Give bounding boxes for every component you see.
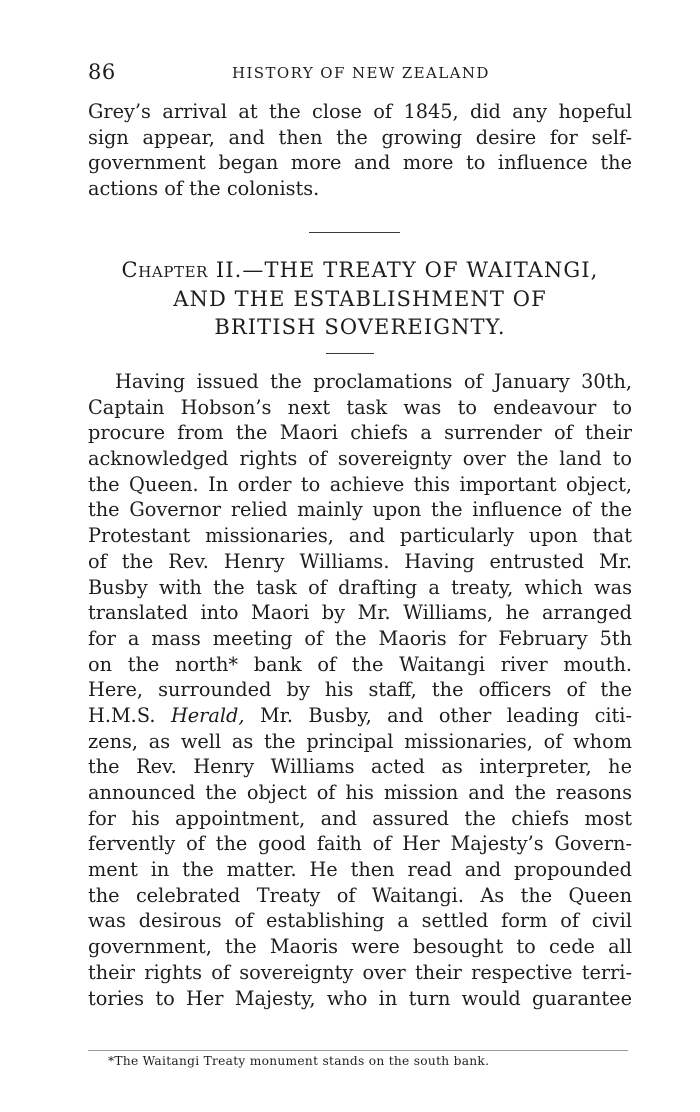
page-header	[88, 60, 632, 88]
chapter-heading	[88, 256, 632, 342]
text-line: fervently of the good faith of Her Majesty’s Govern-	[88, 832, 632, 856]
section-divider	[309, 232, 400, 233]
text-line: Grey’s arrival at the close of 1845, did any hopeful	[88, 100, 632, 123]
text-line: Having issued the proclamations of January 30th,	[115, 370, 632, 393]
running-head: HISTORY OF NEW ZEALAND	[232, 64, 490, 82]
text-fragment: H.M.S.	[88, 703, 171, 727]
intro-paragraph	[88, 99, 632, 202]
ship-name-italic: Herald,	[170, 703, 245, 727]
text-line: zens, as well as the principal missionaries, of whom	[88, 729, 632, 753]
text-line: Busby with the task of drafting a treaty, which was	[88, 575, 632, 599]
text-line: the Governor relied mainly upon the influence of the	[88, 498, 632, 522]
text-line: the celebrated Treaty of Waitangi. As the Queen	[88, 883, 632, 907]
text-line: for a mass meeting of the Maoris for February 5th	[88, 626, 632, 650]
text-line: the Rev. Henry Williams acted as interpreter, he	[88, 755, 632, 779]
text-line: sign appear, and then the growing desire for self-	[88, 125, 632, 149]
text-fragment: Mr. Busby, and other leading citi-	[244, 703, 632, 727]
text-line-with-ship-name	[88, 703, 632, 729]
text-line: acknowledged rights of sovereignty over the land to	[88, 447, 632, 471]
text-line: for his appointment, and assured the chiefs most	[88, 806, 632, 830]
text-line: actions of the colonists.	[88, 177, 320, 201]
chapter-label: Chapter	[121, 258, 209, 282]
text-line: ment in the matter. He then read and propounded	[88, 858, 632, 882]
chapter-heading-line-1	[88, 256, 632, 285]
chapter-heading-line-3: BRITISH SOVEREIGNTY.	[214, 315, 506, 339]
text-line: announced the object of his mission and the reasons	[88, 781, 632, 804]
footnote: *The Waitangi Treaty monument stands on the south bank.	[108, 1054, 490, 1068]
text-line: government, the Maoris were besought to cede all	[88, 935, 632, 959]
text-line: translated into Maori by Mr. Williams, he arranged	[88, 601, 632, 625]
text-line: Here, surrounded by his staff, the officers of the	[88, 678, 632, 702]
text-line: tories to Her Majesty, who in turn would guarantee	[88, 986, 632, 1010]
text-line: Captain Hobson’s next task was to endeavour to	[88, 395, 632, 419]
page-number: 86	[88, 60, 116, 84]
text-line: was desirous of establishing a settled form of civil	[88, 909, 632, 933]
chapter-title-part-1: II.—THE TREATY OF WAITANGI,	[208, 258, 599, 282]
footnote-rule	[88, 1050, 628, 1051]
text-line: on the north* bank of the Waitangi river mouth.	[88, 652, 632, 676]
body-paragraph	[88, 369, 632, 1011]
chapter-divider	[326, 353, 374, 354]
text-line: of the Rev. Henry Williams. Having entrusted Mr.	[88, 549, 632, 573]
text-line: Protestant missionaries, and particularly upon that	[88, 524, 632, 548]
text-line: the Queen. In order to achieve this important object,	[88, 472, 632, 496]
text-line: government began more and more to influence the	[88, 151, 632, 175]
chapter-heading-line-2: AND THE ESTABLISHMENT OF	[173, 286, 547, 311]
text-line: their rights of sovereignty over their respective terri-	[88, 960, 632, 984]
text-line: procure from the Maori chiefs a surrender of their	[88, 421, 632, 445]
